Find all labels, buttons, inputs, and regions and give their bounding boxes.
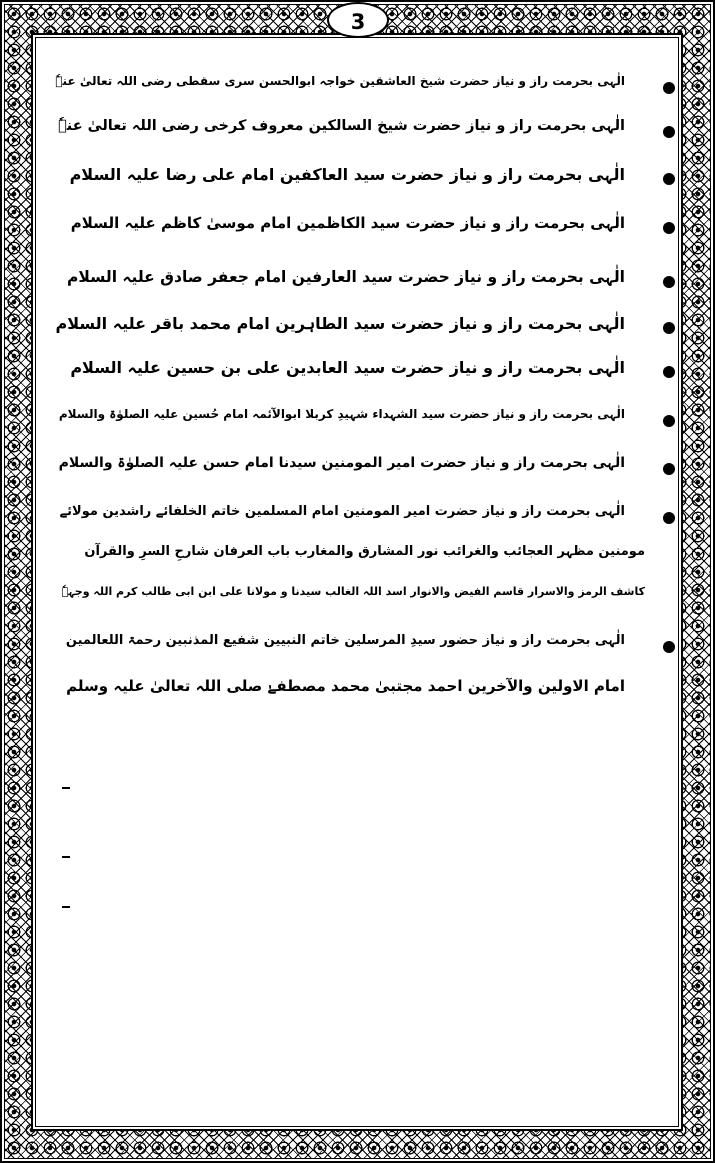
list-item	[60, 114, 675, 152]
list-item	[60, 451, 675, 489]
list-item-text: الٰہی بحرمت راز و نیاز حضرت سید الشہداء شہیدِ کربلا ابوالآئمہ امام حُسین علیہ الصلوٰۃ والسلام	[58, 407, 625, 421]
list-item-text: الٰہی بحرمت راز و نیاز حضرت شیخ السالکین معروف کرخی رضی اللہ تعالیٰ عنہٗ	[58, 118, 625, 134]
list-item	[60, 210, 675, 248]
bullet-icon	[663, 415, 675, 427]
list-item-text: الٰہی بحرمت راز و نیاز حضرت سید العابدین علی بن حسین علیہ السلام	[70, 358, 625, 377]
list-item	[60, 629, 675, 667]
bullet-icon	[663, 276, 675, 288]
list-item	[60, 354, 675, 392]
page-number: 3	[327, 2, 389, 38]
list-item-text: کاشف الرمز والاسرار قاسم الفیض والانوار اسد اللہ الغالب سیدنا و مولانا علی ابن ابی طالب کرم اللہ وجہہٗ	[61, 585, 645, 598]
list-item	[55, 310, 675, 348]
list-item-continuation	[60, 673, 675, 711]
list-item	[60, 161, 675, 199]
list-item-text: مومنین مظہر العجائب والغرائب نور المشارق والمغارب باب العرفان شارحِ السرِ والقرآن	[84, 544, 645, 559]
blank-line-marker	[62, 906, 70, 908]
bullet-icon	[663, 641, 675, 653]
list-item-text: الٰہی بحرمت راز و نیاز حضرت سید العارفین امام جعفر صادق علیہ السلام	[67, 268, 625, 286]
bullet-icon	[663, 322, 675, 334]
bullet-icon	[663, 126, 675, 138]
list-item	[60, 264, 675, 302]
bullet-icon	[663, 463, 675, 475]
bullet-icon	[663, 173, 675, 185]
list-item-text: امام الاولین والآخرین احمد مجتبیٰ محمد مصطفےٰ صلی اللہ تعالیٰ علیہ وسلم	[66, 677, 625, 695]
list-item	[60, 500, 675, 538]
blank-line-marker	[62, 787, 70, 789]
list-item	[60, 403, 675, 441]
bullet-icon	[663, 222, 675, 234]
bullet-icon	[663, 82, 675, 94]
list-item-continuation	[60, 540, 675, 578]
list-item-text: الٰہی بحرمت راز و نیاز حضرت امیر المومنین سیدنا امام حسن علیہ الصلوٰۃ والسلام	[58, 455, 625, 471]
list-item	[55, 70, 675, 108]
list-item-text: الٰہی بحرمت راز و نیاز حضرت شیخ العاشقین خواجہ ابوالحسن سری سقطی رضی اللہ تعالیٰ عنہٗ	[55, 74, 625, 88]
blank-line-marker	[62, 856, 70, 858]
bullet-icon	[663, 366, 675, 378]
list-item-text: الٰہی بحرمت راز و نیاز حضور سیدِ المرسلین خاتم النبیین شفیع المذنبین رحمۃ اللعالمین	[65, 633, 625, 648]
list-item-text: الٰہی بحرمت راز و نیاز حضرت سید الکاظمین امام موسیٰ کاظم علیہ السلام	[70, 214, 625, 232]
list-item-text: الٰہی بحرمت راز و نیاز حضرت سید العاکفین امام علی رضا علیہ السلام	[69, 165, 625, 184]
bullet-icon	[663, 512, 675, 524]
list-item-text: الٰہی بحرمت راز و نیاز حضرت سید الطاہرین امام محمد باقر علیہ السلام	[55, 314, 625, 333]
list-item-text: الٰہی بحرمت راز و نیاز حضرت امیر المومنین امام المسلمین خاتم الخلفائے راشدین مولائے	[59, 504, 625, 519]
list-item-continuation	[60, 581, 675, 619]
